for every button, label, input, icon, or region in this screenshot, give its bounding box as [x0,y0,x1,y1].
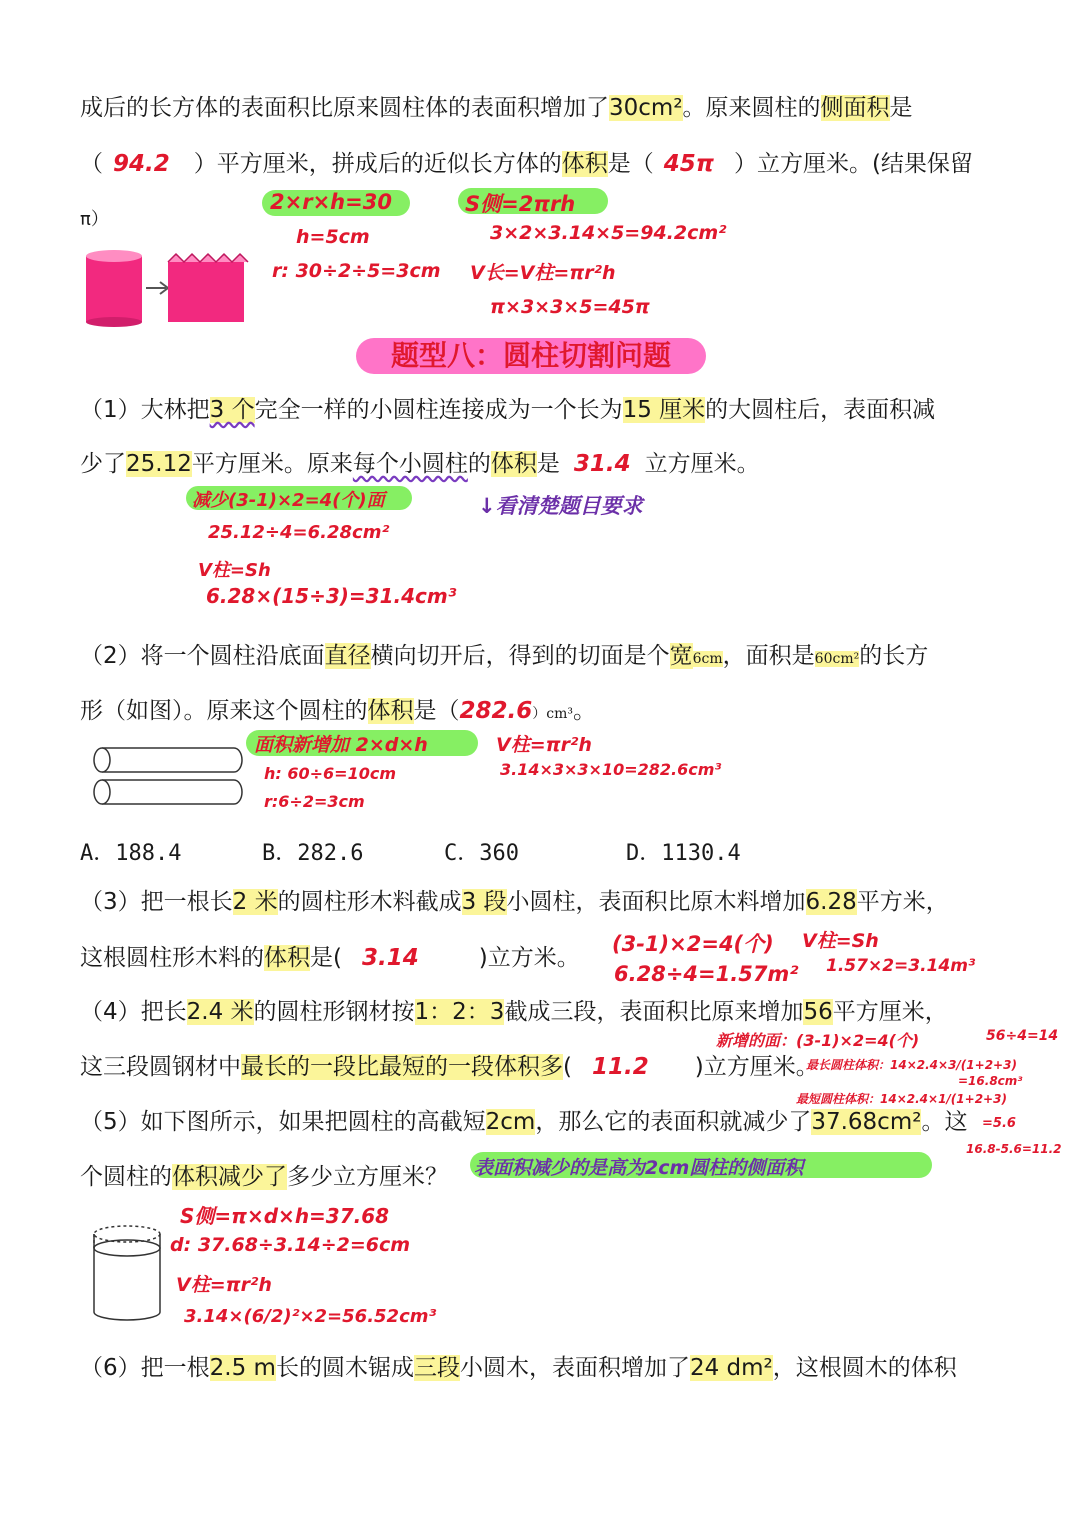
half-cylinders-figure [88,744,244,810]
handwritten-note: d: 37.68÷3.14÷2=6cm [170,1234,411,1256]
choice-c[interactable]: C．360 [444,841,519,866]
handwritten-note: 3.14×3×3×10=282.6cm³ [500,760,722,779]
handwritten-note: r: 30÷2÷5=3cm [272,260,441,282]
answer: 282.6 [459,698,533,724]
handwritten-note: (3-1)×2=4(个) [612,932,774,956]
handwritten-note: V柱=Sh [802,930,879,952]
handwritten-note: 2×r×h=30 [270,190,392,214]
handwritten-note: h=5cm [296,226,370,248]
handwritten-note: 16.8-5.6=11.2 [966,1142,1062,1156]
question-2-line-1: （2）将一个圆柱沿底面直径横向切开后，得到的切面是个宽6cm，面积是60cm²的长方 [80,643,929,669]
handwritten-note: 6.28×(15÷3)=31.4cm³ [206,584,457,608]
answer: 94.2 [113,151,170,177]
handwritten-note: 3.14×(6/2)²×2=56.52cm³ [184,1306,437,1327]
handwritten-note: =16.8cm³ [958,1074,1023,1088]
handwritten-note: 最短圆柱体积：14×2.4×1/(1+2+3) [796,1092,1007,1106]
handwritten-note: V柱=πr²h [176,1274,272,1296]
question-1-line-1: （1）大林把3 个完全一样的小圆柱连接成为一个长为15 厘米的大圆柱后，表面积减 [80,397,936,423]
cylinder-figure [88,1224,166,1324]
question-2-line-2: 形（如图）。原来这个圆柱的体积是（282.6）cm³。 [80,698,596,724]
section-heading: 题型八：圆柱切割问题 [356,338,706,374]
question-1-line-2: 少了25.12平方厘米。原来每个小圆柱的体积是 31.4 立方厘米。 [80,451,760,477]
handwritten-note: V柱=Sh [198,560,271,581]
handwritten-note: 减少(3-1)×2=4(个)面 [192,490,385,511]
question-5-line-1: （5）如下图所示，如果把圆柱的高截短2cm，那么它的表面积就减少了37.68cm²。这 [80,1109,968,1135]
handwritten-note: h: 60÷6=10cm [264,764,396,783]
choice-b[interactable]: B．282.6 [262,841,364,866]
handwritten-note: 25.12÷4=6.28cm² [208,522,390,543]
answer: 3.14 [361,945,419,971]
handwritten-note: V柱=πr²h [496,734,592,756]
question-3-line-2: 这根圆柱形木料的体积是( 3.14 )立方米。 [80,945,580,971]
handwritten-note: 6.28÷4=1.57m² [614,962,799,986]
answer: 31.4 [573,451,631,477]
handwritten-note: 面积新增加 2×d×h [254,734,428,756]
question-3-line-1: （3）把一根长2 米的圆柱形木料截成3 段小圆柱，表面积比原木料增加6.28平方米， [80,889,949,915]
handwritten-note: 1.57×2=3.14m³ [826,956,976,976]
handwritten-note: 3×2×3.14×5=94.2cm² [490,222,727,244]
handwritten-note: 表面积减少的是高为2cm圆柱的侧面积 [474,1157,804,1179]
handwritten-note: 56÷4=14 [986,1028,1059,1044]
handwritten-note: V长=V柱=πr²h [470,262,616,284]
handwritten-note: π×3×3×5=45π [490,296,650,318]
text-line: 成后的长方体的表面积比原来圆柱体的表面积增加了30cm²。原来圆柱的侧面积是 [80,95,913,121]
choice-d[interactable]: D．1130.4 [626,841,741,866]
text-line: π） [80,209,109,230]
question-6-line-1: （6）把一根2.5 m长的圆木锯成三段小圆木，表面积增加了24 dm²，这根圆木的体积 [80,1355,957,1381]
handwritten-note: =5.6 [982,1116,1016,1131]
handwritten-note: r:6÷2=3cm [264,792,365,811]
question-4-line-2: 这三段圆钢材中最长的一段比最短的一段体积多( 11.2 )立方厘米。 [80,1054,819,1080]
handwritten-note: S侧=2πrh [465,192,576,216]
question-4-line-1: （4）把长2.4 米的圆柱形钢材按1：2：3截成三段，表面积比原来增加56平方厘米， [80,999,948,1025]
answer: 11.2 [591,1054,649,1080]
handwritten-note: S侧=π×d×h=37.68 [180,1204,390,1228]
handwritten-note: 新增的面：(3-1)×2=4(个) [716,1031,920,1050]
cylinder-to-cuboid-figure [80,248,250,328]
text-line: （ 94.2 ）平方厘米，拼成后的近似长方体的体积是（ 45π ）立方厘米。(结果保留 [80,151,973,177]
handwritten-note: ↓看清楚题目要求 [478,494,643,518]
choice-a[interactable]: A．188.4 [80,841,182,866]
answer: 45π [663,151,714,177]
question-5-line-2: 个圆柱的体积减少了多少立方厘米？ [80,1164,448,1190]
handwritten-note: 最长圆柱体积：14×2.4×3/(1+2+3) [806,1058,1017,1072]
